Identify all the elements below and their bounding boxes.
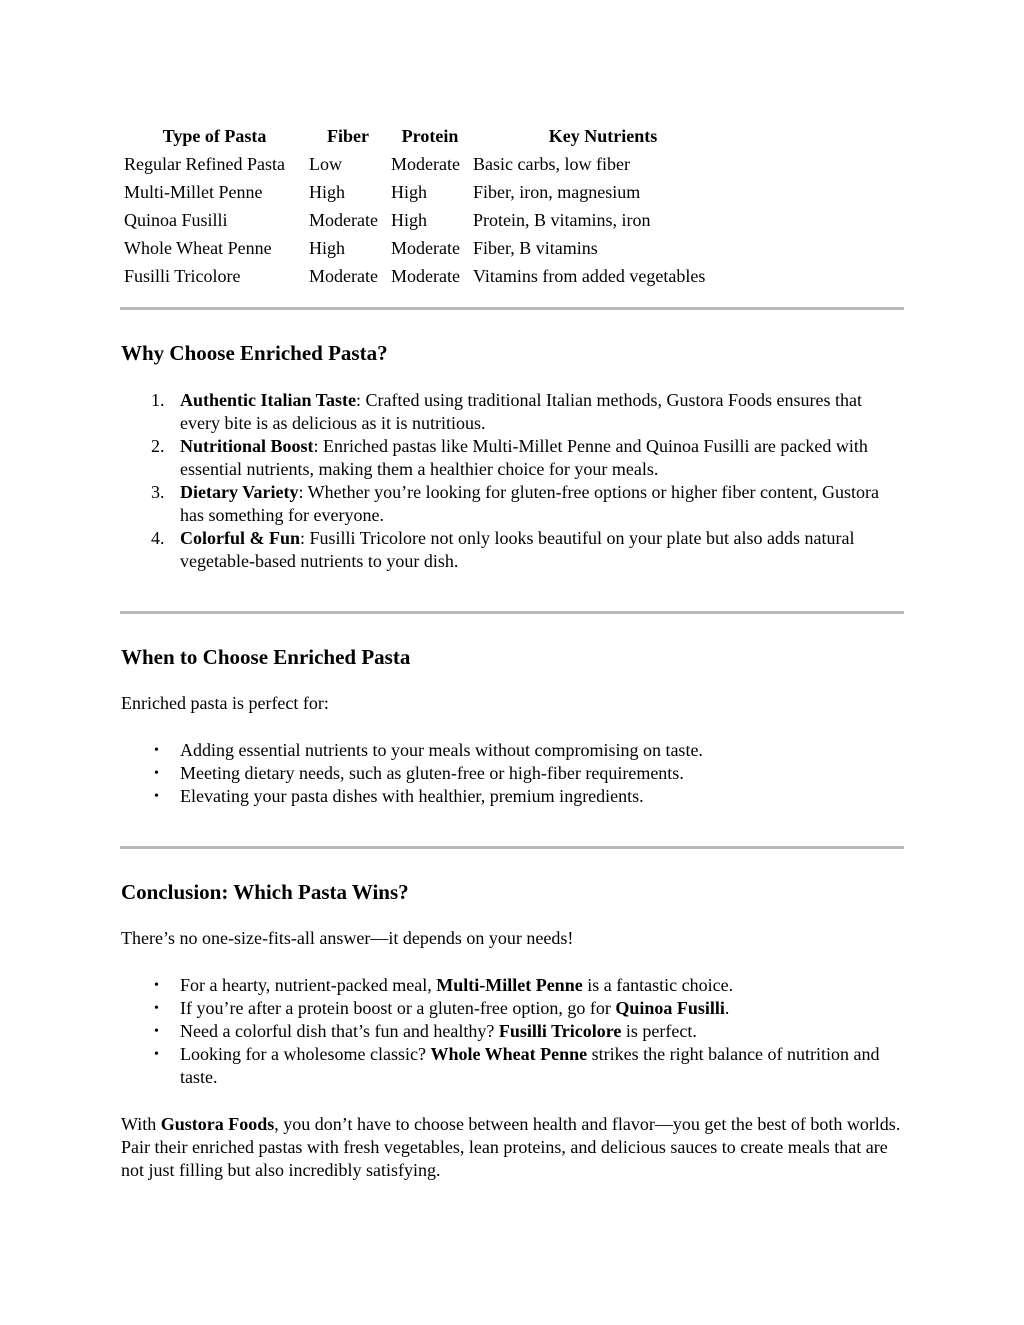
pasta-name: Quinoa Fusilli xyxy=(615,998,725,1018)
table-cell: Moderate xyxy=(391,238,460,258)
table-cell: Moderate xyxy=(309,210,378,230)
list-item-text: . xyxy=(724,998,730,1018)
bullet-icon: • xyxy=(154,1001,159,1016)
table-cell: Regular Refined Pasta xyxy=(124,154,285,174)
list-item-text: For a hearty, nutrient-packed meal, xyxy=(180,975,437,995)
closing-paragraph xyxy=(121,1113,901,1182)
list-item-text: strikes the right balance of nutrition and taste. xyxy=(180,1044,880,1087)
horizontal-divider xyxy=(120,611,904,614)
table-cell: Fiber, B vitamins xyxy=(473,238,598,258)
pasta-name: Multi-Millet Penne xyxy=(436,975,583,995)
list-item-text: Meeting dietary needs, such as gluten-free or high-fiber requirements. xyxy=(180,763,684,783)
list-item xyxy=(121,785,901,808)
pasta-comparison-table xyxy=(122,122,735,290)
pasta-name: Whole Wheat Penne xyxy=(430,1044,588,1064)
table-cell: High xyxy=(309,182,345,202)
bullet-icon: • xyxy=(154,789,159,804)
list-item-text: is a fantastic choice. xyxy=(582,975,734,995)
when-bullet-list xyxy=(121,739,901,808)
why-numbered-list xyxy=(121,389,901,573)
table-row xyxy=(122,206,735,234)
list-number: 4. xyxy=(151,528,165,548)
list-item xyxy=(121,739,901,762)
table-cell: Low xyxy=(309,154,342,174)
bullet-icon: • xyxy=(154,743,159,758)
pasta-name: Fusilli Tricolore xyxy=(498,1021,622,1041)
table-header-row xyxy=(122,122,735,150)
list-item-text: : Whether you’re looking for gluten-free options or higher fiber content, Gustora has something for everyone. xyxy=(180,482,879,525)
table-cell: Moderate xyxy=(309,266,378,286)
table-cell: High xyxy=(391,210,427,230)
list-number: 1. xyxy=(151,390,165,410)
horizontal-divider xyxy=(120,307,904,310)
table-cell: Quinoa Fusilli xyxy=(124,210,228,230)
bullet-icon: • xyxy=(154,1024,159,1039)
list-item xyxy=(121,997,901,1020)
list-item xyxy=(121,762,901,785)
table-cell: High xyxy=(309,238,345,258)
list-number: 3. xyxy=(151,482,165,502)
table-cell: Protein, B vitamins, iron xyxy=(473,210,651,230)
header-type-of-pasta: Type of Pasta xyxy=(162,126,267,146)
table-row xyxy=(122,178,735,206)
bullet-icon: • xyxy=(154,1047,159,1062)
list-item xyxy=(121,481,901,527)
section-heading-conclusion: Conclusion: Which Pasta Wins? xyxy=(121,880,409,904)
conclusion-bullet-list xyxy=(121,974,901,1089)
table-row xyxy=(122,234,735,262)
section-heading-why: Why Choose Enriched Pasta? xyxy=(121,341,388,365)
list-item xyxy=(121,389,901,435)
list-item-text: Elevating your pasta dishes with healthier, premium ingredients. xyxy=(180,786,644,806)
table-cell: Moderate xyxy=(391,154,460,174)
list-item-title: Colorful & Fun xyxy=(180,528,301,548)
list-item xyxy=(121,1043,901,1089)
list-item-text: Need a colorful dish that’s fun and healthy? xyxy=(180,1021,499,1041)
list-item xyxy=(121,974,901,997)
table-row xyxy=(122,150,735,178)
list-item-text: is perfect. xyxy=(621,1021,697,1041)
table-cell: Basic carbs, low fiber xyxy=(473,154,630,174)
list-item xyxy=(121,1020,901,1043)
when-intro-text: Enriched pasta is perfect for: xyxy=(121,693,329,713)
list-item-title: Dietary Variety xyxy=(180,482,299,502)
list-item-text: : Fusilli Tricolore not only looks beautiful on your plate but also adds natural vegetable-based nutrients to your dish. xyxy=(180,528,855,571)
bullet-icon: • xyxy=(154,766,159,781)
list-item-text: : Enriched pastas like Multi-Millet Penne and Quinoa Fusilli are packed with essential nutrients, making them a healthier choice for your meals. xyxy=(180,436,868,479)
header-key-nutrients: Key Nutrients xyxy=(548,126,658,146)
list-item-text: If you’re after a protein boost or a gluten-free option, go for xyxy=(180,998,616,1018)
list-item-text: Looking for a wholesome classic? xyxy=(180,1044,431,1064)
table-cell: Fiber, iron, magnesium xyxy=(473,182,641,202)
table-cell: High xyxy=(391,182,427,202)
table-cell: Whole Wheat Penne xyxy=(124,238,272,258)
table-cell: Moderate xyxy=(391,266,460,286)
bullet-icon: • xyxy=(154,978,159,993)
conclusion-intro-text: There’s no one-size-fits-all answer—it depends on your needs! xyxy=(121,928,574,948)
header-fiber: Fiber xyxy=(327,126,369,146)
list-number: 2. xyxy=(151,436,165,456)
list-item-title: Authentic Italian Taste xyxy=(180,390,357,410)
list-item-title: Nutritional Boost xyxy=(180,436,314,456)
list-item-text: Adding essential nutrients to your meals without compromising on taste. xyxy=(180,740,703,760)
horizontal-divider xyxy=(120,846,904,849)
table-cell: Multi-Millet Penne xyxy=(124,182,263,202)
closing-text: With xyxy=(121,1114,161,1134)
list-item xyxy=(121,435,901,481)
section-heading-when: When to Choose Enriched Pasta xyxy=(121,645,411,669)
header-protein: Protein xyxy=(401,126,459,146)
table-cell: Vitamins from added vegetables xyxy=(473,266,706,286)
table-cell: Fusilli Tricolore xyxy=(124,266,241,286)
list-item xyxy=(121,527,901,573)
table-row xyxy=(122,262,735,290)
list-item-text: : Crafted using traditional Italian methods, Gustora Foods ensures that every bite is as delicious as it is nutritious. xyxy=(180,390,862,433)
closing-text: , you don’t have to choose between health and flavor—you get the best of both worlds. Pair their enriched pastas with fresh vegetables, lean proteins, and delicious sauces to create meals that are not just filling but also incredibly satisfying. xyxy=(121,1114,901,1180)
brand-name: Gustora Foods xyxy=(160,1114,275,1134)
